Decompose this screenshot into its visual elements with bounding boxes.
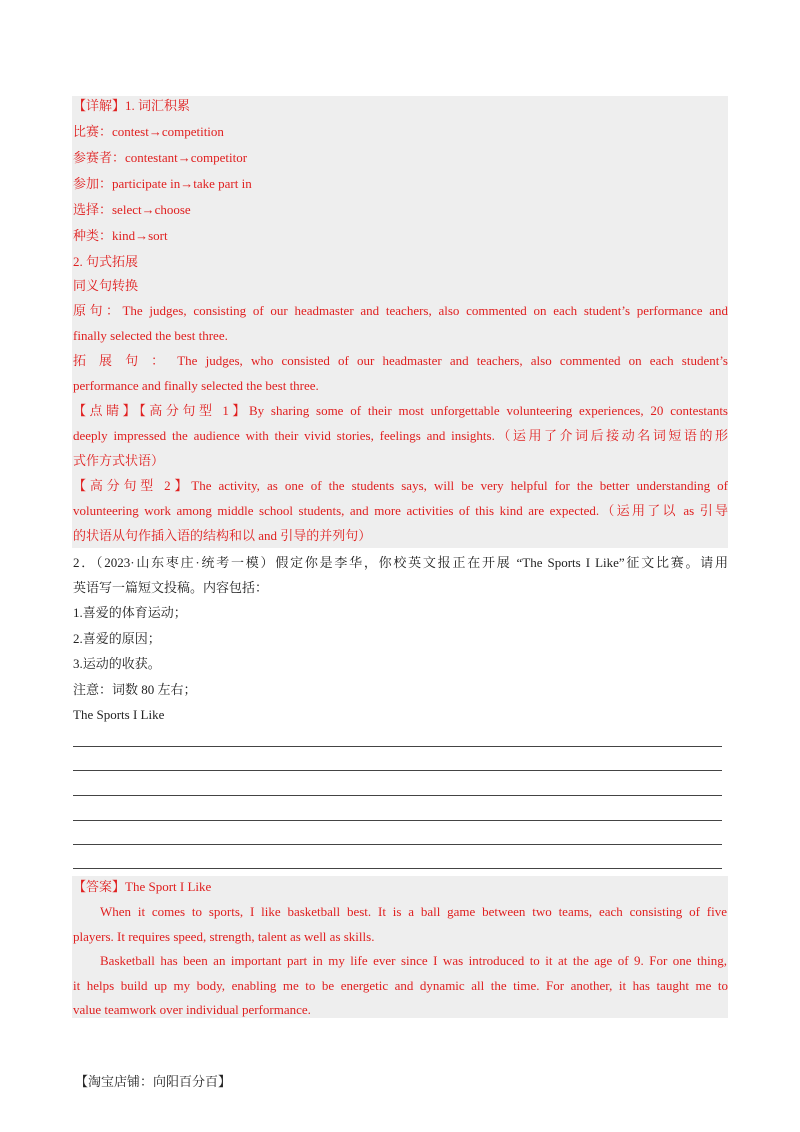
key-point-line: 式作方式状语） (73, 453, 165, 468)
key-point-line: 【点睛】【高分句型 1】By sharing some of their most unforgettable volunteering experiences, 20 contestants (73, 403, 728, 418)
content-item: 2.喜爱的原因； (73, 631, 161, 646)
writing-line (73, 795, 722, 796)
word-count-note: 注意：词数 80 左右； (73, 682, 197, 697)
shop-footer: 【淘宝店铺：向阳百分百】 (75, 1074, 232, 1089)
content-item: 1.喜爱的体育运动； (73, 605, 187, 620)
vocab-item: 参加：participate in→take part in (73, 176, 252, 191)
answer-paragraph-line: players. It requires speed, strength, talent as well as skills. (73, 929, 375, 944)
extended-sentence-line: 拓 展 句 ： The judges, who consisted of our headmaster and teachers, also commented on each student’s (73, 353, 728, 368)
synonym-subheading: 同义句转换 (73, 278, 139, 293)
vocab-item: 选择：select→choose (73, 202, 191, 217)
writing-line (73, 770, 722, 771)
answer-paragraph-line: When it comes to sports, I like basketball best. It is a ball game between two teams, each consisting of five (100, 904, 727, 919)
answer-label: 【答案】The Sport I Like (73, 879, 212, 894)
original-sentence-line: finally selected the best three. (73, 328, 228, 343)
answer-paragraph-line: value teamwork over individual performance. (73, 1002, 311, 1017)
key-point-2-line: 【高分句型 2】The activity, as one of the students says, will be very helpful for the better understanding of (73, 478, 728, 493)
answer-paragraph-line: it helps build up my body, enabling me to be energetic and dynamic all the time. For another, it has taught me to (73, 978, 728, 993)
writing-line (73, 868, 722, 869)
writing-line (73, 820, 722, 821)
vocab-item: 参赛者：contestant→competitor (73, 150, 248, 165)
essay-title: The Sports I Like (73, 707, 165, 722)
content-item: 3.运动的收获。 (73, 656, 161, 671)
writing-line (73, 844, 722, 845)
key-point-2-line: volunteering work among middle school students, and more activities of this kind are expected.（运用了以 as 引导 (73, 503, 728, 518)
question-prompt-line: 2．（2023·山东枣庄·统考一模）假定你是李华，你校英文报正在开展 “The Sports I Like”征文比赛。请用 (73, 555, 728, 570)
sentence-expansion-heading: 2. 句式拓展 (73, 254, 139, 269)
answer-highlight-block (72, 876, 728, 1018)
extended-sentence-line: performance and finally selected the best three. (73, 378, 319, 393)
writing-line (73, 746, 722, 747)
explanation-heading: 【详解】1. 词汇积累 (73, 98, 191, 113)
key-point-2-line: 的状语从句作插入语的结构和以 and 引导的并列句） (73, 528, 372, 543)
question-prompt-line: 英语写一篇短文投稿。内容包括： (73, 580, 269, 595)
vocab-item: 比赛：contest→competition (73, 124, 224, 139)
key-point-line: deeply impressed the audience with their vivid stories, feelings and insights.（运用了介词后接动名词短语的形 (73, 428, 728, 443)
vocab-item: 种类：kind→sort (73, 228, 168, 243)
original-sentence-line: 原句：The judges, consisting of our headmaster and teachers, also commented on each student’s performance and (73, 303, 728, 318)
answer-paragraph-line: Basketball has been an important part in my life ever since I was introduced to it at the age of 9. For one thing, (100, 953, 727, 968)
